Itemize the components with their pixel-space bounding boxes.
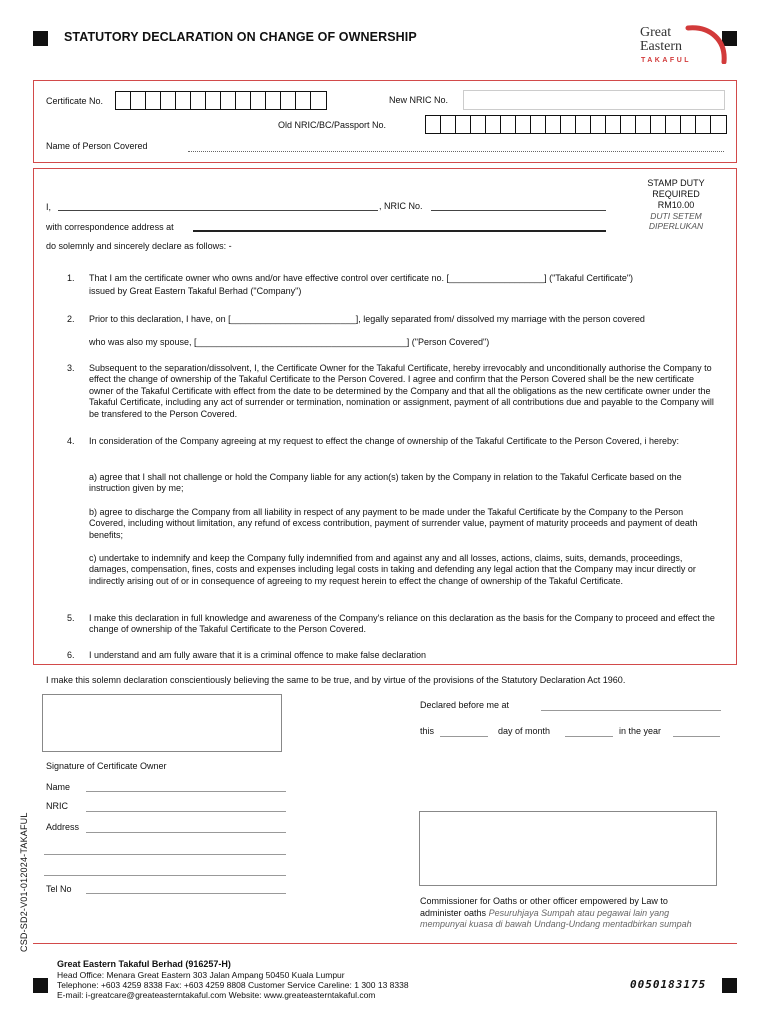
name-of-person-covered-label: Name of Person Covered bbox=[46, 141, 148, 151]
certificate-no-boxes[interactable] bbox=[115, 91, 327, 110]
declarant-i-label: I, bbox=[46, 202, 52, 212]
stamp-line-4: DUTI SETEM bbox=[650, 211, 702, 221]
logo-text-takaful: TAKAFUL bbox=[641, 57, 692, 64]
clause-4b-text: b) agree to discharge the Company from all liability in respect of any payment to be made under the Takaful Certificate by the Company to the Person Covered, including without limitation, any refund of excess contribution, payment of surrender value, payment of maturity proceeds and payment of death benefits; bbox=[89, 507, 698, 540]
clause-2-number: 2. bbox=[67, 314, 75, 324]
owner-address-field-1[interactable] bbox=[86, 832, 286, 833]
registration-mark-bottom-right bbox=[722, 978, 737, 993]
stamp-duty-notice bbox=[620, 178, 732, 231]
footer-email: E-mail: i-greatcare@greateasterntakaful.com Website: www.greateasterntakaful.com bbox=[57, 990, 376, 1000]
clause-6-text: I understand and am fully aware that it is a criminal offence to make false declaration bbox=[89, 650, 427, 660]
closing-declaration: I make this solemn declaration conscientiously believing the same to be true, and by virtue of the provisions of the Statutory Declaration Act 1960. bbox=[46, 675, 626, 685]
name-of-person-covered-field[interactable] bbox=[188, 151, 724, 152]
certificate-no-label: Certificate No. bbox=[46, 96, 104, 106]
commissioner-label-1: Commissioner for Oaths or other officer empowered by Law to bbox=[420, 896, 668, 906]
stamp-line-5: DIPERLUKAN bbox=[648, 221, 704, 231]
new-nric-label: New NRIC No. bbox=[389, 95, 449, 105]
clause-4c-text: c) undertake to indemnify and keep the Company fully indemnified from and against any and all losses, actions, claims, suits, demands, proceedings, damages, compensation, fines, costs and expenses including legal costs in taking and defending any legal action that the Company may incur directly or indirectly arising out of or in consequence of agreeing to my request herein to effect the change of ownership of the Takaful Certificate. bbox=[89, 553, 696, 586]
year-field[interactable] bbox=[673, 736, 720, 737]
form-code-vertical: CSD-SD2-V01-012024-TAKAFUL bbox=[19, 812, 29, 952]
clause-2-line-2: who was also my spouse, [__________________________________________] ("Person Covered") bbox=[89, 337, 490, 347]
declarant-name-field[interactable] bbox=[58, 210, 378, 211]
clause-6-number: 6. bbox=[67, 650, 75, 660]
clause-4-number: 4. bbox=[67, 436, 75, 446]
stamp-line-2: REQUIRED bbox=[652, 189, 700, 199]
day-of-month-label: day of month bbox=[498, 726, 551, 736]
clause-1-number: 1. bbox=[67, 273, 75, 283]
footer-divider bbox=[33, 943, 737, 944]
clause-2-line-1: Prior to this declaration, I have, on [_________________________], legally separated from/ dissolved my marriage with the person covered bbox=[89, 314, 645, 324]
clause-5-text: I make this declaration in full knowledge and awareness of the Company's reliance on this declaration as the basis for the Company to proceed and effect the change of ownership of the Takaful Certificate to the Person Covered. bbox=[89, 613, 715, 635]
owner-nric-label: NRIC bbox=[46, 801, 68, 811]
clause-4a-text: a) agree that I shall not challenge or hold the Company liable for any action(s) taken by the Company in relation to the Takaful Cerficate based on the instruction given by me; bbox=[89, 472, 682, 494]
declarant-nric-label: , NRIC No. bbox=[379, 201, 423, 211]
footer-company-name: Great Eastern Takaful Berhad (916257-H) bbox=[57, 959, 231, 969]
owner-nric-field[interactable] bbox=[86, 811, 286, 812]
month-field[interactable] bbox=[565, 736, 613, 737]
stamp-line-3: RM10.00 bbox=[657, 200, 695, 210]
footer-phone: Telephone: +603 4259 8338 Fax: +603 4259 8808 Customer Service Careline: 1 300 13 8338 bbox=[57, 980, 409, 990]
footer-address: Head Office: Menara Great Eastern 303 Jalan Ampang 50450 Kuala Lumpur bbox=[57, 970, 345, 980]
clause-1-line-2: issued by Great Eastern Takaful Berhad ("Company") bbox=[89, 286, 302, 296]
logo-text-great: Great bbox=[640, 25, 672, 40]
owner-signature-box[interactable] bbox=[42, 694, 282, 752]
clause-3-text: Subsequent to the separation/dissolvent, I, the Certificate Owner for the Takaful Certificate, hereby irrevocably and unconditionally authorise the Company to effect the change of ownership of the Takaful Certificate to the Person Covered. I agree and confirm that the Person Covered shall be the new certificate owner of the Takaful Certificate with effect from the date to be determined by the Company and that all the obligations as the new certificate owner under the Takaful Certificate, including any act of surrender or termination, nomination or assignment, payment of all contributions due and payable to the Company will be transfered to the Person Covered. bbox=[89, 363, 714, 419]
day-field[interactable] bbox=[440, 736, 488, 737]
form-serial-number: 0050183175 bbox=[630, 978, 707, 991]
clause-4-text: In consideration of the Company agreeing at my request to effect the change of ownership of the Takaful Certificate to the Person Covered, i hereby: bbox=[89, 436, 680, 446]
old-nric-label: Old NRIC/BC/Passport No. bbox=[278, 120, 387, 130]
declared-place-field[interactable] bbox=[541, 710, 721, 711]
stamp-line-1: STAMP DUTY bbox=[647, 178, 705, 188]
great-eastern-logo bbox=[640, 26, 730, 68]
old-nric-boxes[interactable] bbox=[425, 115, 727, 134]
logo-text-eastern: Eastern bbox=[640, 39, 682, 54]
declarant-nric-field[interactable] bbox=[431, 210, 606, 211]
clause-1-line-1: That I am the certificate owner who owns and/or have effective control over certificate no. [___________________] ("Takaful Certificate") bbox=[89, 273, 634, 283]
owner-tel-field[interactable] bbox=[86, 893, 286, 894]
owner-address-field-3[interactable] bbox=[44, 875, 286, 876]
declared-before-label: Declared before me at bbox=[420, 700, 510, 710]
owner-name-field[interactable] bbox=[86, 791, 286, 792]
commissioner-label-2-en: administer oaths bbox=[420, 908, 487, 918]
commissioner-malay-2: mempunyai kuasa di bawah Undang-Undang mentadbirkan sumpah bbox=[420, 919, 692, 929]
registration-mark-top-left bbox=[33, 31, 48, 46]
registration-mark-bottom-left bbox=[33, 978, 48, 993]
declare-intro: do solemnly and sincerely declare as follows: - bbox=[46, 241, 232, 251]
clause-5-number: 5. bbox=[67, 613, 75, 623]
in-the-year-label: in the year bbox=[619, 726, 662, 736]
signature-label: Signature of Certificate Owner bbox=[46, 761, 167, 771]
owner-address-field-2[interactable] bbox=[44, 854, 286, 855]
address-label: with correspondence address at bbox=[46, 222, 174, 232]
owner-tel-label: Tel No bbox=[46, 884, 72, 894]
commissioner-label-2 bbox=[420, 908, 669, 920]
commissioner-malay-1: Pesuruhjaya Sumpah atau pegawai lain yang bbox=[488, 908, 670, 918]
owner-name-label: Name bbox=[46, 782, 71, 792]
form-title: STATUTORY DECLARATION ON CHANGE OF OWNERSHIP bbox=[64, 30, 417, 44]
address-field[interactable] bbox=[193, 230, 606, 232]
owner-address-label: Address bbox=[46, 822, 80, 832]
new-nric-field[interactable] bbox=[463, 90, 725, 110]
this-label: this bbox=[420, 726, 435, 736]
commissioner-stamp-box[interactable] bbox=[419, 811, 717, 886]
clause-3-number: 3. bbox=[67, 363, 75, 373]
